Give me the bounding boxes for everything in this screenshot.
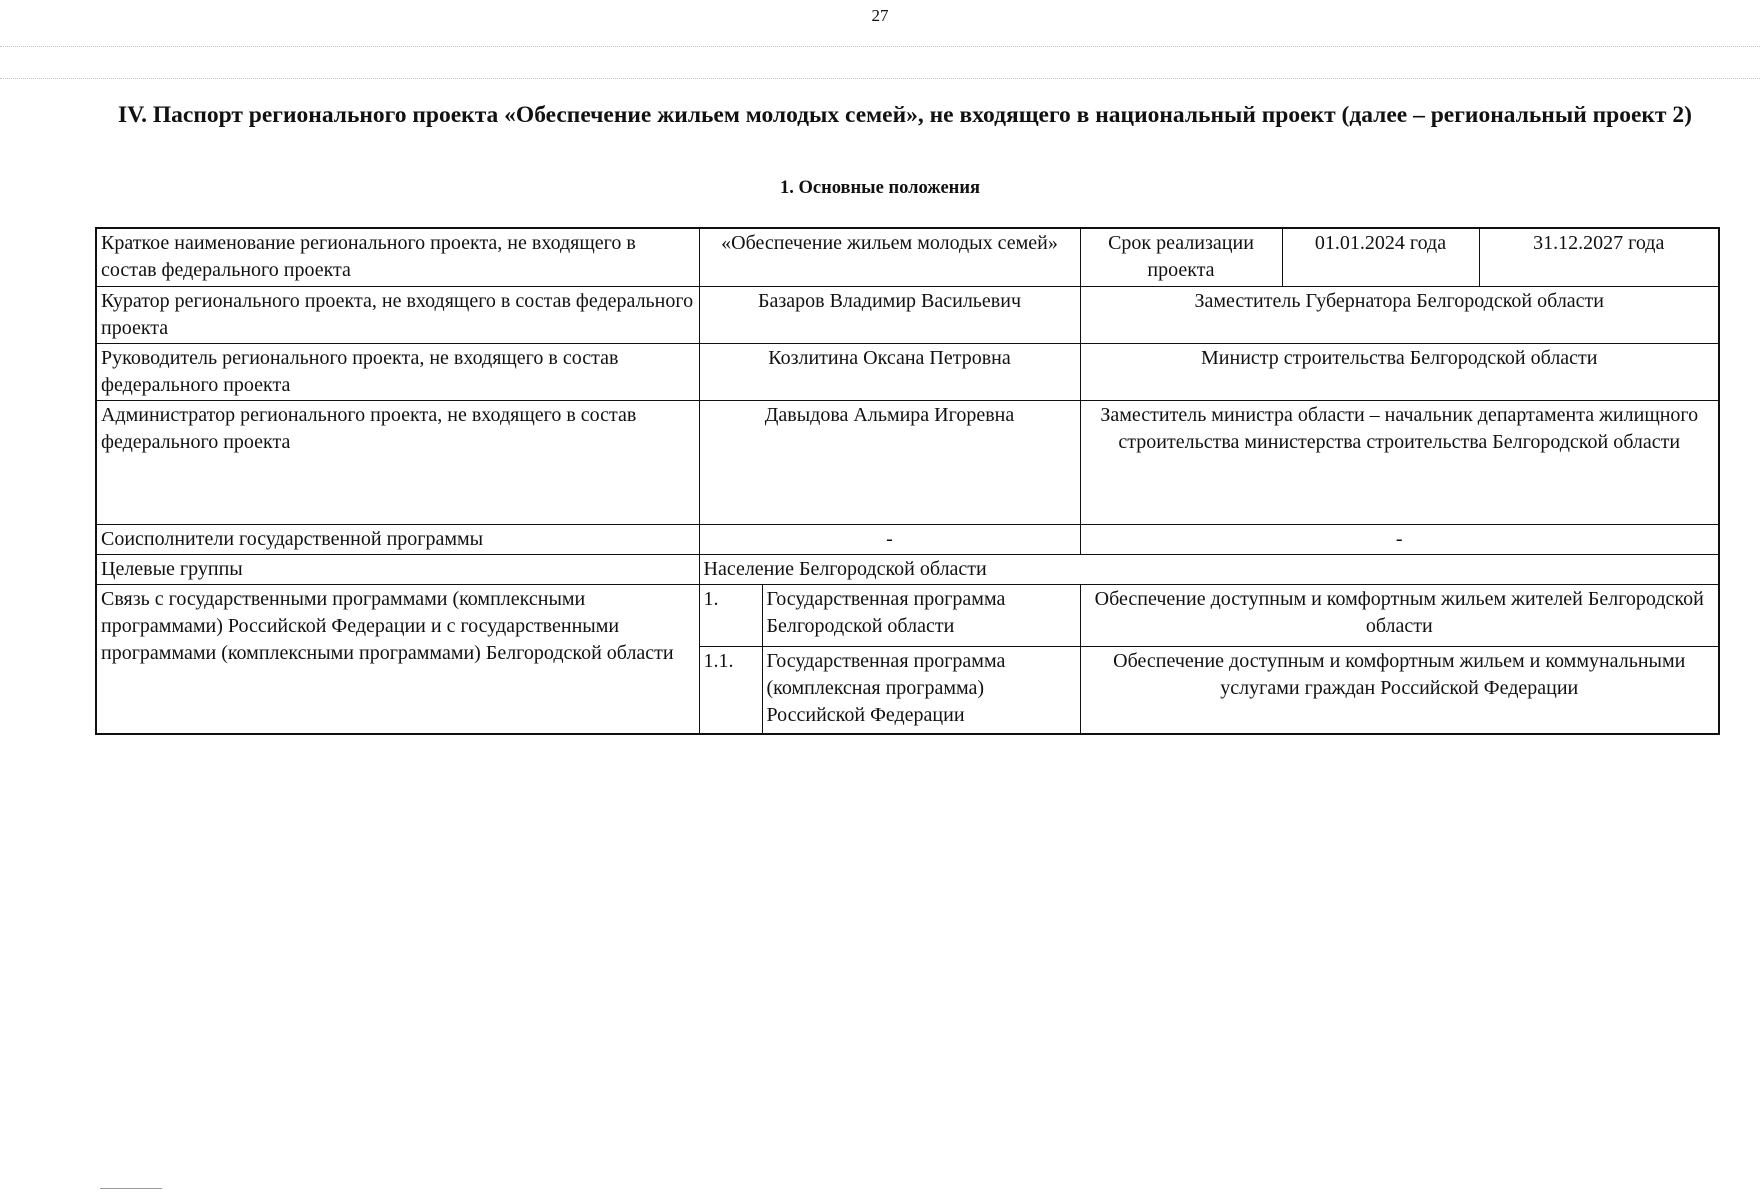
document-title: IV. Паспорт регионального проекта «Обеспечение жильем молодых семей», не входящего в национальный проект (далее – региональный проект 2) (118, 102, 1692, 128)
link-goal: Обеспечение доступным и комфортным жильем и коммунальными услугами граждан Российской Федерации (1080, 646, 1719, 734)
link-number: 1.1. (699, 646, 762, 734)
start-date: 01.01.2024 года (1282, 228, 1479, 286)
administrator-name: Давыдова Альмира Игоревна (699, 400, 1080, 524)
curator-label: Куратор регионального проекта, не входящего в состав федерального проекта (96, 286, 699, 343)
table-row-short-name (96, 228, 1719, 286)
scan-artifact-line (0, 78, 1760, 79)
link-program: Государственная программа (комплексная программа) Российской Федерации (762, 646, 1080, 734)
project-passport-table (95, 227, 1720, 735)
end-date: 31.12.2027 года (1479, 228, 1719, 286)
short-name-label: Краткое наименование регионального проекта, не входящего в состав федерального проекта (96, 228, 699, 286)
table-row-administrator (96, 400, 1719, 524)
target-groups-label: Целевые группы (96, 554, 699, 584)
co-executors-value: - (699, 524, 1080, 554)
curator-name: Базаров Владимир Васильевич (699, 286, 1080, 343)
link-goal: Обеспечение доступным и комфортным жильем жителей Белгородской области (1080, 584, 1719, 646)
table-row-link-1 (96, 584, 1719, 646)
head-name: Козлитина Оксана Петровна (699, 343, 1080, 400)
head-label: Руководитель регионального проекта, не входящего в состав федерального проекта (96, 343, 699, 400)
co-executors-label: Соисполнители государственной программы (96, 524, 699, 554)
administrator-label: Администратор регионального проекта, не входящего в состав федерального проекта (96, 400, 699, 524)
program-links-label: Связь с государственными программами (комплексными программами) Российской Федерации и с государственными программами (комплексными программами) Белгородской области (96, 584, 699, 734)
table-row-curator (96, 286, 1719, 343)
short-name-value: «Обеспечение жильем молодых семей» (699, 228, 1080, 286)
table-row-co-executors (96, 524, 1719, 554)
administrator-position: Заместитель министра области – начальник департамента жилищного строительства министерства строительства Белгородской области (1080, 400, 1719, 524)
curator-position: Заместитель Губернатора Белгородской области (1080, 286, 1719, 343)
head-position: Министр строительства Белгородской области (1080, 343, 1719, 400)
scan-artifact-dash (100, 1188, 162, 1189)
target-groups-value: Население Белгородской области (699, 554, 1719, 584)
co-executors-value-2: - (1080, 524, 1719, 554)
scan-artifact-line (0, 46, 1760, 47)
term-label: Срок реализации проекта (1080, 228, 1282, 286)
section-heading: 1. Основные положения (779, 178, 981, 198)
link-number: 1. (699, 584, 762, 646)
page-number: 27 (871, 6, 889, 25)
table-row-target-groups (96, 554, 1719, 584)
link-program: Государственная программа Белгородской области (762, 584, 1080, 646)
table-row-head (96, 343, 1719, 400)
